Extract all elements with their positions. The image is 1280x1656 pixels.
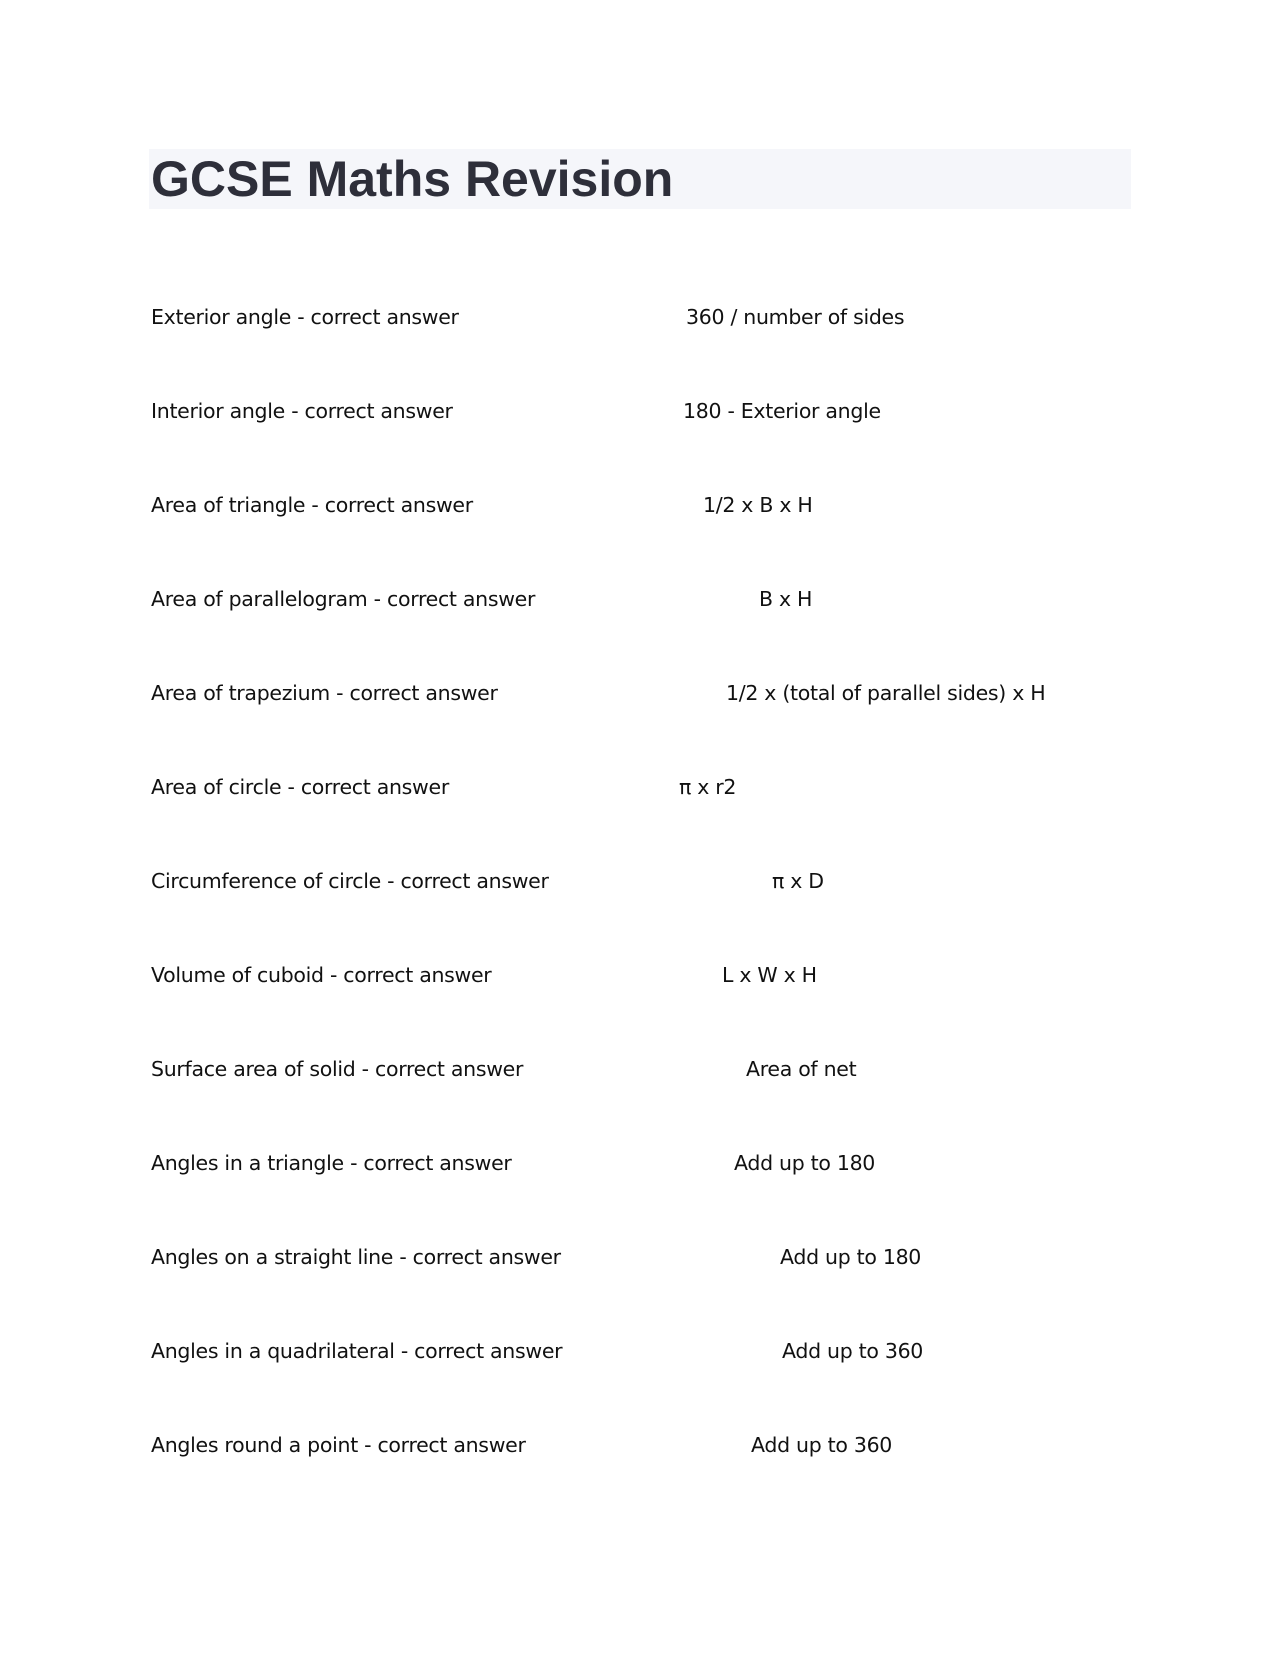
question-text: Angles round a point - correct answer [151, 1433, 526, 1457]
question-text: Area of circle - correct answer [151, 775, 449, 799]
qa-item [0, 1148, 1280, 1178]
qa-item [0, 772, 1280, 802]
qa-item [0, 490, 1280, 520]
answer-text: Add up to 180 [734, 1151, 876, 1175]
qa-item [0, 1430, 1280, 1460]
qa-item [0, 960, 1280, 990]
qa-item [0, 302, 1280, 332]
answer-text: 360 / number of sides [686, 305, 905, 329]
answer-text: 1/2 x B x H [703, 493, 813, 517]
answer-text: π x r2 [679, 775, 737, 799]
question-text: Circumference of circle - correct answer [151, 869, 549, 893]
qa-item [0, 396, 1280, 426]
question-text: Surface area of solid - correct answer [151, 1057, 524, 1081]
question-text: Exterior angle - correct answer [151, 305, 459, 329]
answer-text: Add up to 180 [780, 1245, 922, 1269]
answer-text: Area of net [746, 1057, 857, 1081]
question-text: Angles in a triangle - correct answer [151, 1151, 512, 1175]
answer-text: L x W x H [722, 963, 817, 987]
question-text: Area of trapezium - correct answer [151, 681, 498, 705]
answer-text: B x H [759, 587, 813, 611]
qa-item [0, 584, 1280, 614]
qa-item [0, 1054, 1280, 1084]
question-text: Interior angle - correct answer [151, 399, 453, 423]
qa-item [0, 678, 1280, 708]
question-text: Angles in a quadrilateral - correct answer [151, 1339, 563, 1363]
question-text: Angles on a straight line - correct answer [151, 1245, 561, 1269]
qa-item [0, 1242, 1280, 1272]
answer-text: Add up to 360 [751, 1433, 893, 1457]
document-title: GCSE Maths Revision [151, 151, 674, 207]
qa-item [0, 1336, 1280, 1366]
question-text: Area of triangle - correct answer [151, 493, 473, 517]
answer-text: 1/2 x (total of parallel sides) x H [726, 681, 1046, 705]
answer-text: Add up to 360 [782, 1339, 924, 1363]
question-text: Area of parallelogram - correct answer [151, 587, 536, 611]
answer-text: π x D [772, 869, 824, 893]
qa-item [0, 866, 1280, 896]
answer-text: 180 - Exterior angle [683, 399, 881, 423]
question-text: Volume of cuboid - correct answer [151, 963, 492, 987]
